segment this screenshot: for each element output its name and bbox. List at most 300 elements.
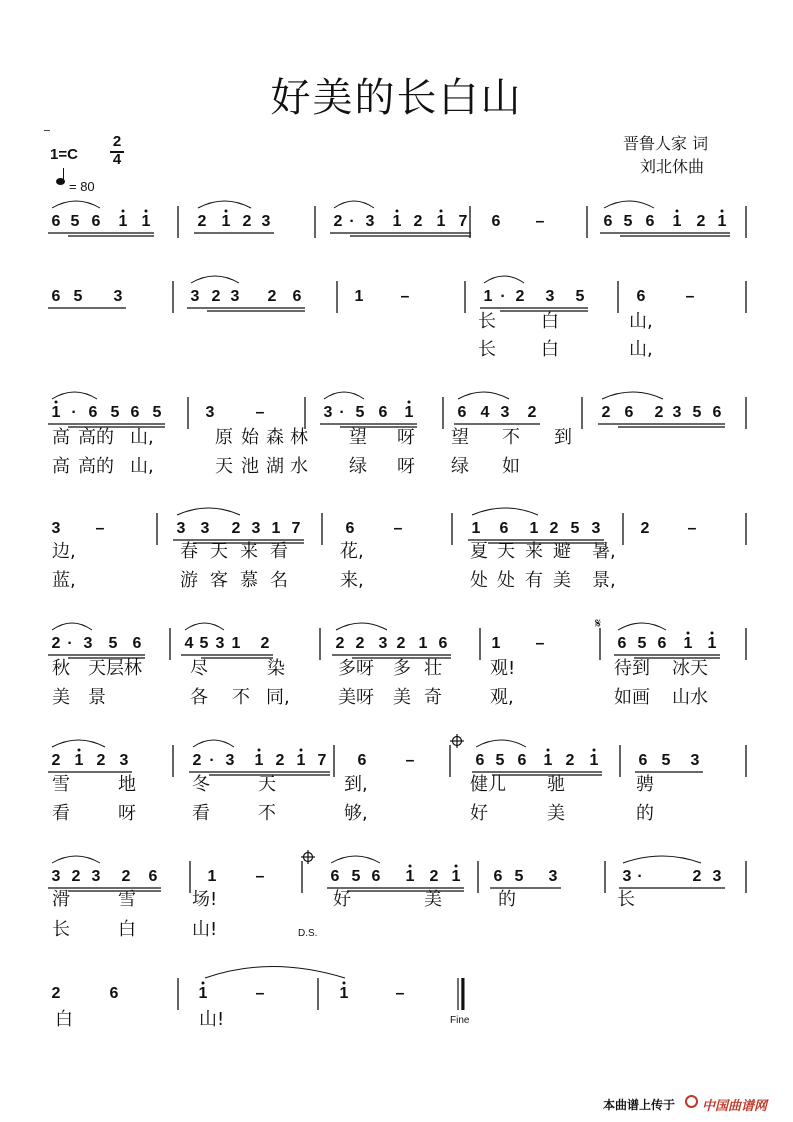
note-1-4-1: –	[685, 288, 695, 305]
lyric-4-0-7: 观!	[490, 658, 516, 679]
lyric-3-0-7: 天	[497, 541, 515, 562]
slur	[618, 623, 666, 630]
note-3-4-0: 2	[640, 520, 650, 537]
note-3-0-0: 3	[51, 520, 61, 537]
lyric-1-1-2: 山,	[629, 339, 653, 360]
tie	[205, 967, 345, 979]
note-6-0-0: 3	[51, 868, 61, 885]
lyric-4-1-5: 美呀	[338, 687, 374, 708]
lyric-4-1-2: 各	[190, 687, 208, 708]
site-name: 中国曲谱网	[702, 1099, 768, 1114]
lyric-5-1-4: 够,	[344, 803, 368, 824]
note-1-3-3: 3	[545, 288, 555, 305]
fine-mark: Fine	[450, 1015, 470, 1026]
note-4-3-0: 1	[491, 635, 501, 652]
lyric-4-0-9: 冰天	[672, 658, 708, 679]
note-1-1-1: 2	[211, 288, 221, 305]
lyric-2-1-3: 天	[215, 456, 233, 477]
high-octave-dot	[122, 210, 125, 213]
lyric-3-0-3: 来	[240, 541, 258, 562]
lyric-2-0-2: 山,	[130, 427, 154, 448]
note-3-3-2: 1	[529, 520, 539, 537]
note-5-0-1: 1	[74, 752, 84, 769]
lyric-2-0-11: 到	[554, 427, 572, 448]
note-4-2-5: 6	[438, 635, 448, 652]
note-5-2-1: –	[405, 752, 415, 769]
note-5-3-0: 6	[475, 752, 485, 769]
lyric-5-1-5: 好	[470, 803, 488, 824]
lyric-5-0-5: 健儿	[470, 774, 506, 795]
lyric-2-0-0: 高	[52, 427, 70, 448]
note-5-1-4: 2	[275, 752, 285, 769]
lyric-2-1-10: 如	[502, 456, 520, 477]
note-5-3-4: 2	[565, 752, 575, 769]
note-4-0-2: 3	[83, 635, 93, 652]
lyric-3-1-3: 慕	[240, 570, 258, 591]
note-1-1-4: 6	[292, 288, 302, 305]
lyric-4-0-6: 壮	[424, 658, 442, 679]
note-2-0-2: 6	[88, 404, 98, 421]
note-6-1-0: 1	[207, 868, 217, 885]
note-6-2-0: 6	[330, 868, 340, 885]
note-2-2-2: 5	[355, 404, 365, 421]
note-1-3-4: 5	[575, 288, 585, 305]
lyric-7-0-1: 山!	[199, 1009, 225, 1030]
note-6-4-1: ·	[637, 868, 643, 885]
lyric-2-0-7: 望	[349, 427, 367, 448]
note-6-2-3: 1	[405, 868, 415, 885]
note-0-2-0: 2	[333, 213, 343, 230]
lyricist-credit: 晋鲁人家 词	[623, 134, 709, 153]
lyric-4-0-0: 秋	[52, 658, 70, 679]
note-0-2-5: 1	[436, 213, 446, 230]
lyric-4-0-2: 尽	[190, 658, 208, 679]
lyric-3-0-9: 避	[553, 541, 571, 562]
slur	[52, 392, 97, 399]
slur	[52, 623, 92, 630]
high-octave-dot	[455, 865, 458, 868]
note-1-2-0: 1	[354, 288, 364, 305]
lyric-4-0-1: 天层林	[88, 658, 142, 679]
page-title: 好美的长白山	[270, 75, 523, 121]
lyric-6-0-2: 场!	[192, 889, 218, 910]
note-4-4-3: 1	[683, 635, 693, 652]
ds-mark: D.S.	[298, 928, 318, 939]
high-octave-dot	[721, 210, 724, 213]
high-octave-dot	[593, 749, 596, 752]
note-0-2-6: 7	[458, 213, 468, 230]
note-3-1-5: 7	[291, 520, 301, 537]
lyric-2-0-9: 望	[451, 427, 469, 448]
lyric-4-1-4: 同,	[266, 687, 290, 708]
lyric-2-1-8: 呀	[397, 456, 415, 477]
lyric-2-0-4: 始	[241, 427, 259, 448]
note-5-1-3: 1	[254, 752, 264, 769]
lyric-4-1-1: 景	[88, 687, 106, 708]
lyric-2-1-4: 池	[241, 456, 259, 477]
note-4-2-3: 2	[396, 635, 406, 652]
note-0-4-5: 1	[717, 213, 727, 230]
note-3-1-3: 3	[251, 520, 261, 537]
lyric-6-1-0: 长	[52, 919, 70, 940]
note-2-4-4: 5	[692, 404, 702, 421]
note-2-3-2: 3	[500, 404, 510, 421]
note-6-2-2: 6	[371, 868, 381, 885]
lyric-2-0-3: 原	[215, 427, 233, 448]
note-5-0-0: 2	[51, 752, 61, 769]
lyric-5-1-0: 看	[52, 803, 70, 824]
time-signature-top: 2	[112, 133, 122, 150]
note-3-3-3: 2	[549, 520, 559, 537]
lyric-3-1-2: 客	[210, 570, 228, 591]
note-1-1-2: 3	[230, 288, 240, 305]
coda-icon	[450, 734, 464, 748]
tempo-mark: = 80	[69, 179, 95, 194]
site-logo-icon	[685, 1095, 698, 1108]
note-6-1-1: –	[255, 868, 265, 885]
slur	[484, 276, 524, 283]
note-2-2-0: 3	[323, 404, 333, 421]
lyric-2-0-5: 森	[266, 427, 284, 448]
note-3-0-1: –	[95, 520, 105, 537]
segno-icon: 𝄋	[595, 616, 602, 632]
lyric-4-0-8: 待到	[614, 658, 650, 679]
note-0-4-0: 6	[603, 213, 613, 230]
lyric-5-1-6: 美	[547, 803, 565, 824]
note-4-4-2: 6	[657, 635, 667, 652]
note-0-2-3: 1	[392, 213, 402, 230]
note-5-1-6: 7	[317, 752, 327, 769]
lyric-5-0-6: 驰	[547, 774, 565, 795]
note-6-4-0: 3	[622, 868, 632, 885]
note-7-0-0: 2	[51, 985, 61, 1002]
slur	[472, 508, 538, 515]
note-3-3-0: 1	[471, 520, 481, 537]
lyric-2-0-6: 林	[290, 427, 308, 448]
note-2-4-5: 6	[712, 404, 722, 421]
note-3-2-1: –	[393, 520, 403, 537]
note-3-1-2: 2	[231, 520, 241, 537]
note-4-4-1: 5	[637, 635, 647, 652]
note-0-4-4: 2	[696, 213, 706, 230]
note-1-3-2: 2	[515, 288, 525, 305]
high-octave-dot	[676, 210, 679, 213]
slur	[602, 392, 663, 399]
note-2-2-1: ·	[339, 404, 345, 421]
note-5-4-0: 6	[638, 752, 648, 769]
note-5-3-2: 6	[517, 752, 527, 769]
note-5-4-1: 5	[661, 752, 671, 769]
lyric-5-1-3: 不	[258, 803, 276, 824]
note-0-4-1: 5	[623, 213, 633, 230]
note-5-0-3: 3	[119, 752, 129, 769]
lyric-3-1-8: 有	[525, 570, 543, 591]
lyric-4-0-3: 染	[267, 658, 285, 679]
high-octave-dot	[258, 749, 261, 752]
note-5-1-2: 3	[225, 752, 235, 769]
lyric-4-0-4: 多呀	[338, 658, 374, 679]
note-6-2-4: 2	[429, 868, 439, 885]
lyric-5-0-3: 天	[258, 774, 276, 795]
slur	[623, 856, 701, 863]
note-1-0-1: 5	[73, 288, 83, 305]
note-4-3-1: –	[535, 635, 545, 652]
note-6-3-0: 6	[493, 868, 503, 885]
note-3-1-4: 1	[271, 520, 281, 537]
slur	[324, 392, 364, 399]
lyric-2-1-2: 山,	[130, 456, 154, 477]
note-0-1-2: 2	[242, 213, 252, 230]
note-4-0-0: 2	[51, 635, 61, 652]
lyric-3-1-6: 处	[470, 570, 488, 591]
slur	[458, 392, 509, 399]
note-0-2-1: ·	[349, 213, 355, 230]
note-7-1-0: 1	[198, 985, 208, 1002]
note-0-1-0: 2	[197, 213, 207, 230]
note-0-4-2: 6	[645, 213, 655, 230]
note-3-3-5: 3	[591, 520, 601, 537]
high-octave-dot	[145, 210, 148, 213]
high-octave-dot	[300, 749, 303, 752]
note-3-1-1: 3	[200, 520, 210, 537]
slur	[331, 856, 380, 863]
lyric-2-1-6: 水	[290, 456, 308, 477]
lyric-2-1-9: 绿	[451, 456, 469, 477]
high-octave-dot	[55, 401, 58, 404]
note-5-0-2: 2	[96, 752, 106, 769]
note-4-2-0: 2	[335, 635, 345, 652]
lyric-3-1-0: 蓝,	[52, 570, 76, 591]
note-4-1-4: 2	[260, 635, 270, 652]
lyric-5-0-4: 到,	[344, 774, 368, 795]
note-2-0-1: ·	[71, 404, 77, 421]
lyric-5-1-2: 看	[192, 803, 210, 824]
note-6-0-3: 2	[121, 868, 131, 885]
note-4-0-3: 5	[108, 635, 118, 652]
lyric-6-0-6: 长	[617, 889, 635, 910]
lyric-5-0-1: 地	[118, 774, 136, 795]
note-5-2-0: 6	[357, 752, 367, 769]
lyric-2-1-1: 高的	[78, 456, 114, 477]
note-0-1-1: 1	[221, 213, 231, 230]
note-2-0-4: 6	[130, 404, 140, 421]
lyric-2-1-7: 绿	[349, 456, 367, 477]
lyric-4-0-5: 多	[393, 658, 411, 679]
high-octave-dot	[440, 210, 443, 213]
note-1-3-1: ·	[500, 288, 506, 305]
note-6-2-5: 1	[451, 868, 461, 885]
slur	[336, 623, 387, 630]
note-2-4-3: 3	[672, 404, 682, 421]
note-1-2-1: –	[400, 288, 410, 305]
note-2-3-3: 2	[527, 404, 537, 421]
lyric-7-0-0: 白	[55, 1009, 73, 1030]
note-5-3-5: 1	[589, 752, 599, 769]
note-7-0-1: 6	[109, 985, 119, 1002]
lyric-5-0-0: 雪	[52, 774, 70, 795]
note-0-1-3: 3	[261, 213, 271, 230]
slur	[177, 508, 240, 515]
note-3-4-1: –	[687, 520, 697, 537]
note-6-3-1: 5	[514, 868, 524, 885]
lyric-2-1-5: 湖	[266, 456, 284, 477]
slur	[198, 201, 251, 208]
slur	[476, 740, 526, 747]
slur	[52, 856, 100, 863]
lyric-3-0-10: 暑,	[592, 541, 616, 562]
lyric-3-0-8: 来	[525, 541, 543, 562]
note-2-4-1: 6	[624, 404, 634, 421]
lyric-3-0-6: 夏	[470, 541, 488, 562]
lyric-5-1-1: 呀	[118, 803, 136, 824]
lyric-3-0-1: 春	[180, 541, 198, 562]
lyric-1-1-1: 白	[541, 339, 559, 360]
note-2-2-3: 6	[378, 404, 388, 421]
high-octave-dot	[202, 982, 205, 985]
high-octave-dot	[687, 632, 690, 635]
lyric-2-0-10: 不	[502, 427, 520, 448]
note-4-0-4: 6	[132, 635, 142, 652]
lyric-4-1-9: 如画	[614, 687, 650, 708]
note-4-2-4: 1	[418, 635, 428, 652]
note-5-3-3: 1	[543, 752, 553, 769]
slur	[193, 740, 234, 747]
note-6-0-2: 3	[91, 868, 101, 885]
slur	[52, 201, 100, 208]
lyric-3-1-9: 美	[553, 570, 571, 591]
note-5-1-5: 1	[296, 752, 306, 769]
lyric-3-0-0: 边,	[52, 541, 76, 562]
note-2-2-4: 1	[404, 404, 414, 421]
composer-credit: 刘北休曲	[640, 157, 705, 176]
note-0-0-1: 5	[70, 213, 80, 230]
note-4-2-1: 2	[355, 635, 365, 652]
slur	[334, 201, 374, 208]
note-0-0-0: 6	[51, 213, 61, 230]
lyric-5-0-2: 冬	[192, 774, 210, 795]
note-0-2-2: 3	[365, 213, 375, 230]
lyric-6-1-1: 白	[118, 919, 136, 940]
lyric-4-1-6: 美	[393, 687, 411, 708]
key-signature: 1=C	[50, 146, 78, 163]
note-0-3-1: –	[535, 213, 545, 230]
note-5-3-1: 5	[495, 752, 505, 769]
note-5-1-1: ·	[209, 752, 215, 769]
lyric-6-0-3: 好	[333, 889, 351, 910]
lyric-2-0-8: 呀	[397, 427, 415, 448]
note-4-4-4: 1	[707, 635, 717, 652]
lyric-1-1-0: 长	[478, 339, 496, 360]
lyric-4-1-8: 观,	[490, 687, 514, 708]
note-3-2-0: 6	[345, 520, 355, 537]
high-octave-dot	[408, 401, 411, 404]
note-7-1-1: –	[255, 985, 265, 1002]
note-6-0-1: 2	[71, 868, 81, 885]
note-0-0-2: 6	[91, 213, 101, 230]
slur	[185, 623, 224, 630]
lyric-6-0-4: 美	[424, 889, 442, 910]
lyric-3-0-5: 花,	[340, 541, 364, 562]
note-4-0-1: ·	[67, 635, 73, 652]
high-octave-dot	[409, 865, 412, 868]
lyric-5-0-7: 骋	[636, 774, 654, 795]
note-1-1-0: 3	[190, 288, 200, 305]
lyric-6-0-5: 的	[498, 889, 516, 910]
note-4-1-1: 5	[199, 635, 209, 652]
lyric-1-0-1: 白	[541, 311, 559, 332]
note-4-1-3: 1	[231, 635, 241, 652]
note-6-0-4: 6	[148, 868, 158, 885]
lyric-3-1-1: 游	[180, 570, 198, 591]
lyric-3-1-10: 景,	[592, 570, 616, 591]
lyric-4-1-0: 美	[52, 687, 70, 708]
note-0-3-0: 6	[491, 213, 501, 230]
note-1-0-2: 3	[113, 288, 123, 305]
upload-notice: 本曲谱上传于	[603, 1098, 676, 1112]
note-2-4-2: 2	[654, 404, 664, 421]
slur	[52, 740, 105, 747]
note-6-4-2: 2	[692, 868, 702, 885]
note-3-1-0: 3	[176, 520, 186, 537]
coda-icon-2	[301, 850, 315, 864]
note-2-3-1: 4	[480, 404, 490, 421]
lyric-3-0-2: 天	[210, 541, 228, 562]
note-2-1-1: –	[255, 404, 265, 421]
time-signature-bottom: 4	[112, 151, 122, 168]
note-4-1-2: 3	[215, 635, 225, 652]
lyric-2-1-0: 高	[52, 456, 70, 477]
lyric-3-1-7: 处	[497, 570, 515, 591]
note-1-4-0: 6	[636, 288, 646, 305]
lyric-6-1-2: 山!	[192, 919, 218, 940]
high-octave-dot	[396, 210, 399, 213]
lyric-4-1-10: 山水	[672, 687, 708, 708]
note-0-0-3: 1	[118, 213, 128, 230]
note-5-1-0: 2	[192, 752, 202, 769]
lyric-5-1-7: 的	[636, 803, 654, 824]
note-4-1-0: 4	[184, 635, 194, 652]
lyric-3-0-4: 看	[270, 541, 288, 562]
note-7-2-0: 1	[339, 985, 349, 1002]
high-octave-dot	[225, 210, 228, 213]
note-2-0-5: 5	[152, 404, 162, 421]
lyric-2-0-1: 高的	[78, 427, 114, 448]
note-5-4-2: 3	[690, 752, 700, 769]
note-0-2-4: 2	[413, 213, 423, 230]
lyric-1-0-0: 长	[478, 311, 496, 332]
lyric-4-1-3: 不	[232, 687, 250, 708]
lyric-6-0-0: 滑	[52, 889, 70, 910]
note-1-3-0: 1	[483, 288, 493, 305]
note-2-1-0: 3	[205, 404, 215, 421]
slur	[191, 276, 239, 283]
high-octave-dot	[547, 749, 550, 752]
high-octave-dot	[711, 632, 714, 635]
note-2-0-3: 5	[110, 404, 120, 421]
lyric-1-0-2: 山,	[629, 311, 653, 332]
note-4-4-0: 6	[617, 635, 627, 652]
note-2-3-0: 6	[457, 404, 467, 421]
lyric-4-1-7: 奇	[424, 687, 442, 708]
slur	[604, 201, 654, 208]
lyric-3-1-4: 名	[270, 570, 288, 591]
note-7-2-1: –	[395, 985, 405, 1002]
note-0-4-3: 1	[672, 213, 682, 230]
note-1-1-3: 2	[267, 288, 277, 305]
note-6-3-2: 3	[548, 868, 558, 885]
lyric-6-0-1: 雪	[118, 889, 136, 910]
note-6-4-3: 3	[712, 868, 722, 885]
